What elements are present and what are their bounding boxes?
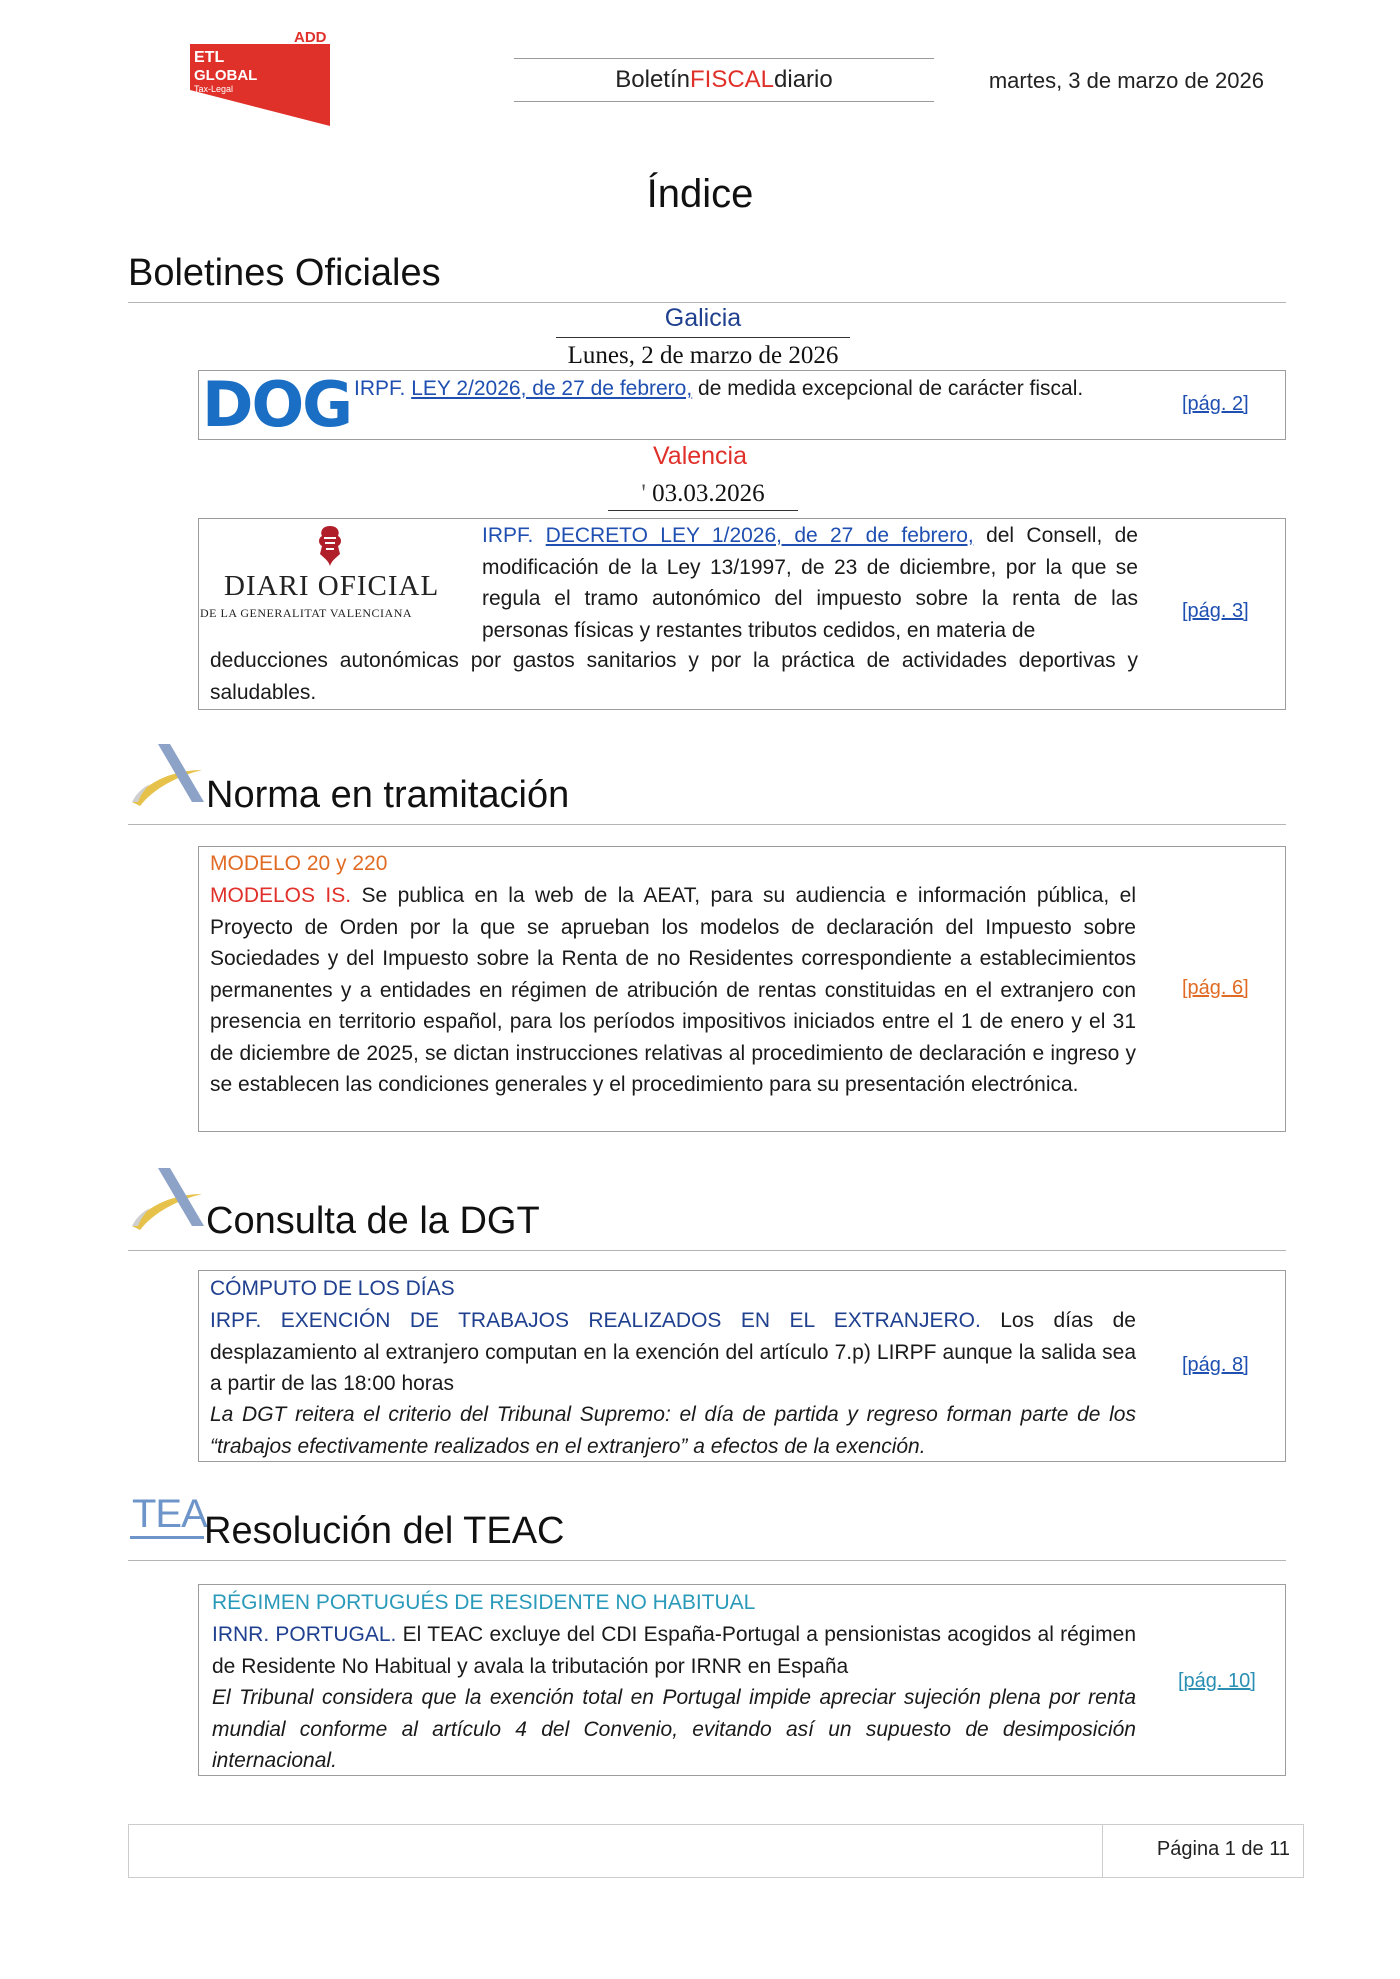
teac-page-link[interactable]: [pág. 10] <box>1178 1670 1256 1692</box>
valencia-text-1: del Consell, de modificación de la Ley 13/1997, de 23 de diciembre, por la que se regula el tramo autonómico del impuesto sobre la renta de las personas físicas y restantes tributos cedidos, en materia de <box>482 524 1138 642</box>
dgt-kicker: CÓMPUTO DE LOS DÍAS <box>210 1277 455 1300</box>
footer-divider <box>1102 1824 1103 1878</box>
valencia-page-link[interactable]: [pág. 3] <box>1182 600 1249 622</box>
bulletin-title-highlight: FISCAL <box>689 66 775 93</box>
norma-text: Se publica en la web de la AEAT, para su audiencia e información pública, el Proyecto de Orden por la que se aprueban los modelos de declaración del Impuesto sobre Sociedades y del Impuesto sobre la Renta de no Residentes correspondiente a establecimientos permanentes y a entidades en régimen de atribución de rentas constituidas en el extranjero con presencia en territorio español, para los períodos impositivos iniciados entre el 1 de enero y el 31 de diciembre de 2025, se dictan instrucciones relativas al procedimiento de declaración e ingreso y se establecen las condiciones generales y el procedimiento para su presentación electrónica. <box>210 884 1137 1096</box>
valencia-law-link[interactable]: DECRETO LEY 1/2026, de 27 de febrero, <box>545 524 974 547</box>
bulletin-title <box>514 58 934 102</box>
section-rule <box>128 302 1286 303</box>
dgt-italic-note: La DGT reitera el criterio del Tribunal Supremo: el día de partida y regreso forman parte de los “trabajos efectivamente realizados en el extranjero” a efectos de la exención. <box>210 1403 1136 1458</box>
bulletin-title-pre: Boletín <box>615 66 690 93</box>
dgt-lead: IRPF. EXENCIÓN DE TRABAJOS REALIZADOS EN EL EXTRANJERO. <box>210 1309 981 1332</box>
generalitat-crest-icon <box>312 524 348 568</box>
footer-box <box>128 1824 1304 1878</box>
teac-logo-text: TEA <box>132 1492 207 1536</box>
bulletin-title-post: diario <box>774 66 833 93</box>
norma-lead: MODELOS IS. <box>210 884 352 907</box>
dogv-logo <box>200 524 460 624</box>
bulletin-date: martes, 3 de marzo de 2026 <box>988 68 1264 93</box>
region-valencia: Valencia <box>652 442 748 470</box>
dgt-text: Los días de desplazamiento al extranjero computan en la exención del artículo 7.p) LIRPF aunque la salida sea a partir de las 18:00 horas <box>210 1309 1136 1395</box>
section-rule <box>128 824 1286 825</box>
teac-kicker: RÉGIMEN PORTUGUÉS DE RESIDENTE NO HABITUAL <box>212 1591 756 1614</box>
teac-entry <box>212 1619 1136 1682</box>
norma-page-link[interactable]: [pág. 6] <box>1182 977 1249 999</box>
dogv-logo-line1: DIARI OFICIAL <box>224 570 440 602</box>
galicia-text: de medida excepcional de carácter fiscal. <box>692 377 1084 400</box>
teac-logo-icon <box>130 1492 207 1540</box>
aeat-logo-icon <box>128 1164 206 1234</box>
section-rule <box>128 1560 1286 1561</box>
valencia-tag: IRPF. <box>482 524 534 547</box>
etl-global-logo <box>184 30 330 126</box>
galicia-tag: IRPF. <box>354 377 406 400</box>
dog-logo-text: DOG <box>202 368 352 441</box>
aeat-logo-icon <box>128 740 206 810</box>
region-galicia: Galicia <box>556 304 850 338</box>
teac-text: El TEAC excluye del CDI España-Portugal a pensionistas acogidos al régimen de Residente No Habitual y avala la tributación por IRNR en España <box>212 1623 1137 1678</box>
dgt-entry <box>210 1305 1136 1400</box>
dgt-page-link[interactable]: [pág. 8] <box>1182 1354 1249 1376</box>
valencia-entry-cont: deducciones autonómicas por gastos sanitarios y por la práctica de actividades deportivas y saludables. <box>210 649 1138 704</box>
teac-italic-note: El Tribunal considera que la exención total en Portugal impide apreciar sujeción plena por renta mundial conforme al artículo 4 del Convenio, evitando así un supuesto de desimposición internacional. <box>212 1686 1136 1772</box>
valencia-entry <box>482 520 1138 646</box>
dogv-logo-line2: DE LA GENERALITAT VALENCIANA <box>200 606 413 620</box>
date-valencia: ' 03.03.2026 <box>608 480 798 511</box>
page-number: Página 1 de 11 <box>1156 1838 1290 1860</box>
date-galicia: Lunes, 2 de marzo de 2026 <box>567 342 839 369</box>
index-title: Índice <box>646 172 754 216</box>
section-title-boletines: Boletines Oficiales <box>128 252 441 294</box>
svg-text:ADD: ADD <box>294 30 327 46</box>
norma-kicker: MODELO 20 y 220 <box>210 852 388 875</box>
section-rule <box>128 1250 1286 1251</box>
galicia-entry <box>354 373 1136 405</box>
dog-logo <box>202 368 352 441</box>
svg-text:Tax-Legal: Tax-Legal <box>194 84 234 94</box>
section-title-teac: Resolución del TEAC <box>204 1510 565 1552</box>
section-title-norma: Norma en tramitación <box>206 774 570 816</box>
section-title-dgt: Consulta de la DGT <box>206 1200 540 1242</box>
svg-text:ETL: ETL <box>194 49 225 66</box>
norma-entry <box>210 880 1136 1101</box>
galicia-page-link[interactable]: [pág. 2] <box>1182 393 1249 415</box>
date-valencia-value: 03.03.2026 <box>652 480 765 507</box>
svg-text:GLOBAL: GLOBAL <box>194 67 258 84</box>
teac-lead: IRNR. PORTUGAL. <box>212 1623 397 1646</box>
galicia-law-link[interactable]: LEY 2/2026, de 27 de febrero, <box>411 377 693 400</box>
